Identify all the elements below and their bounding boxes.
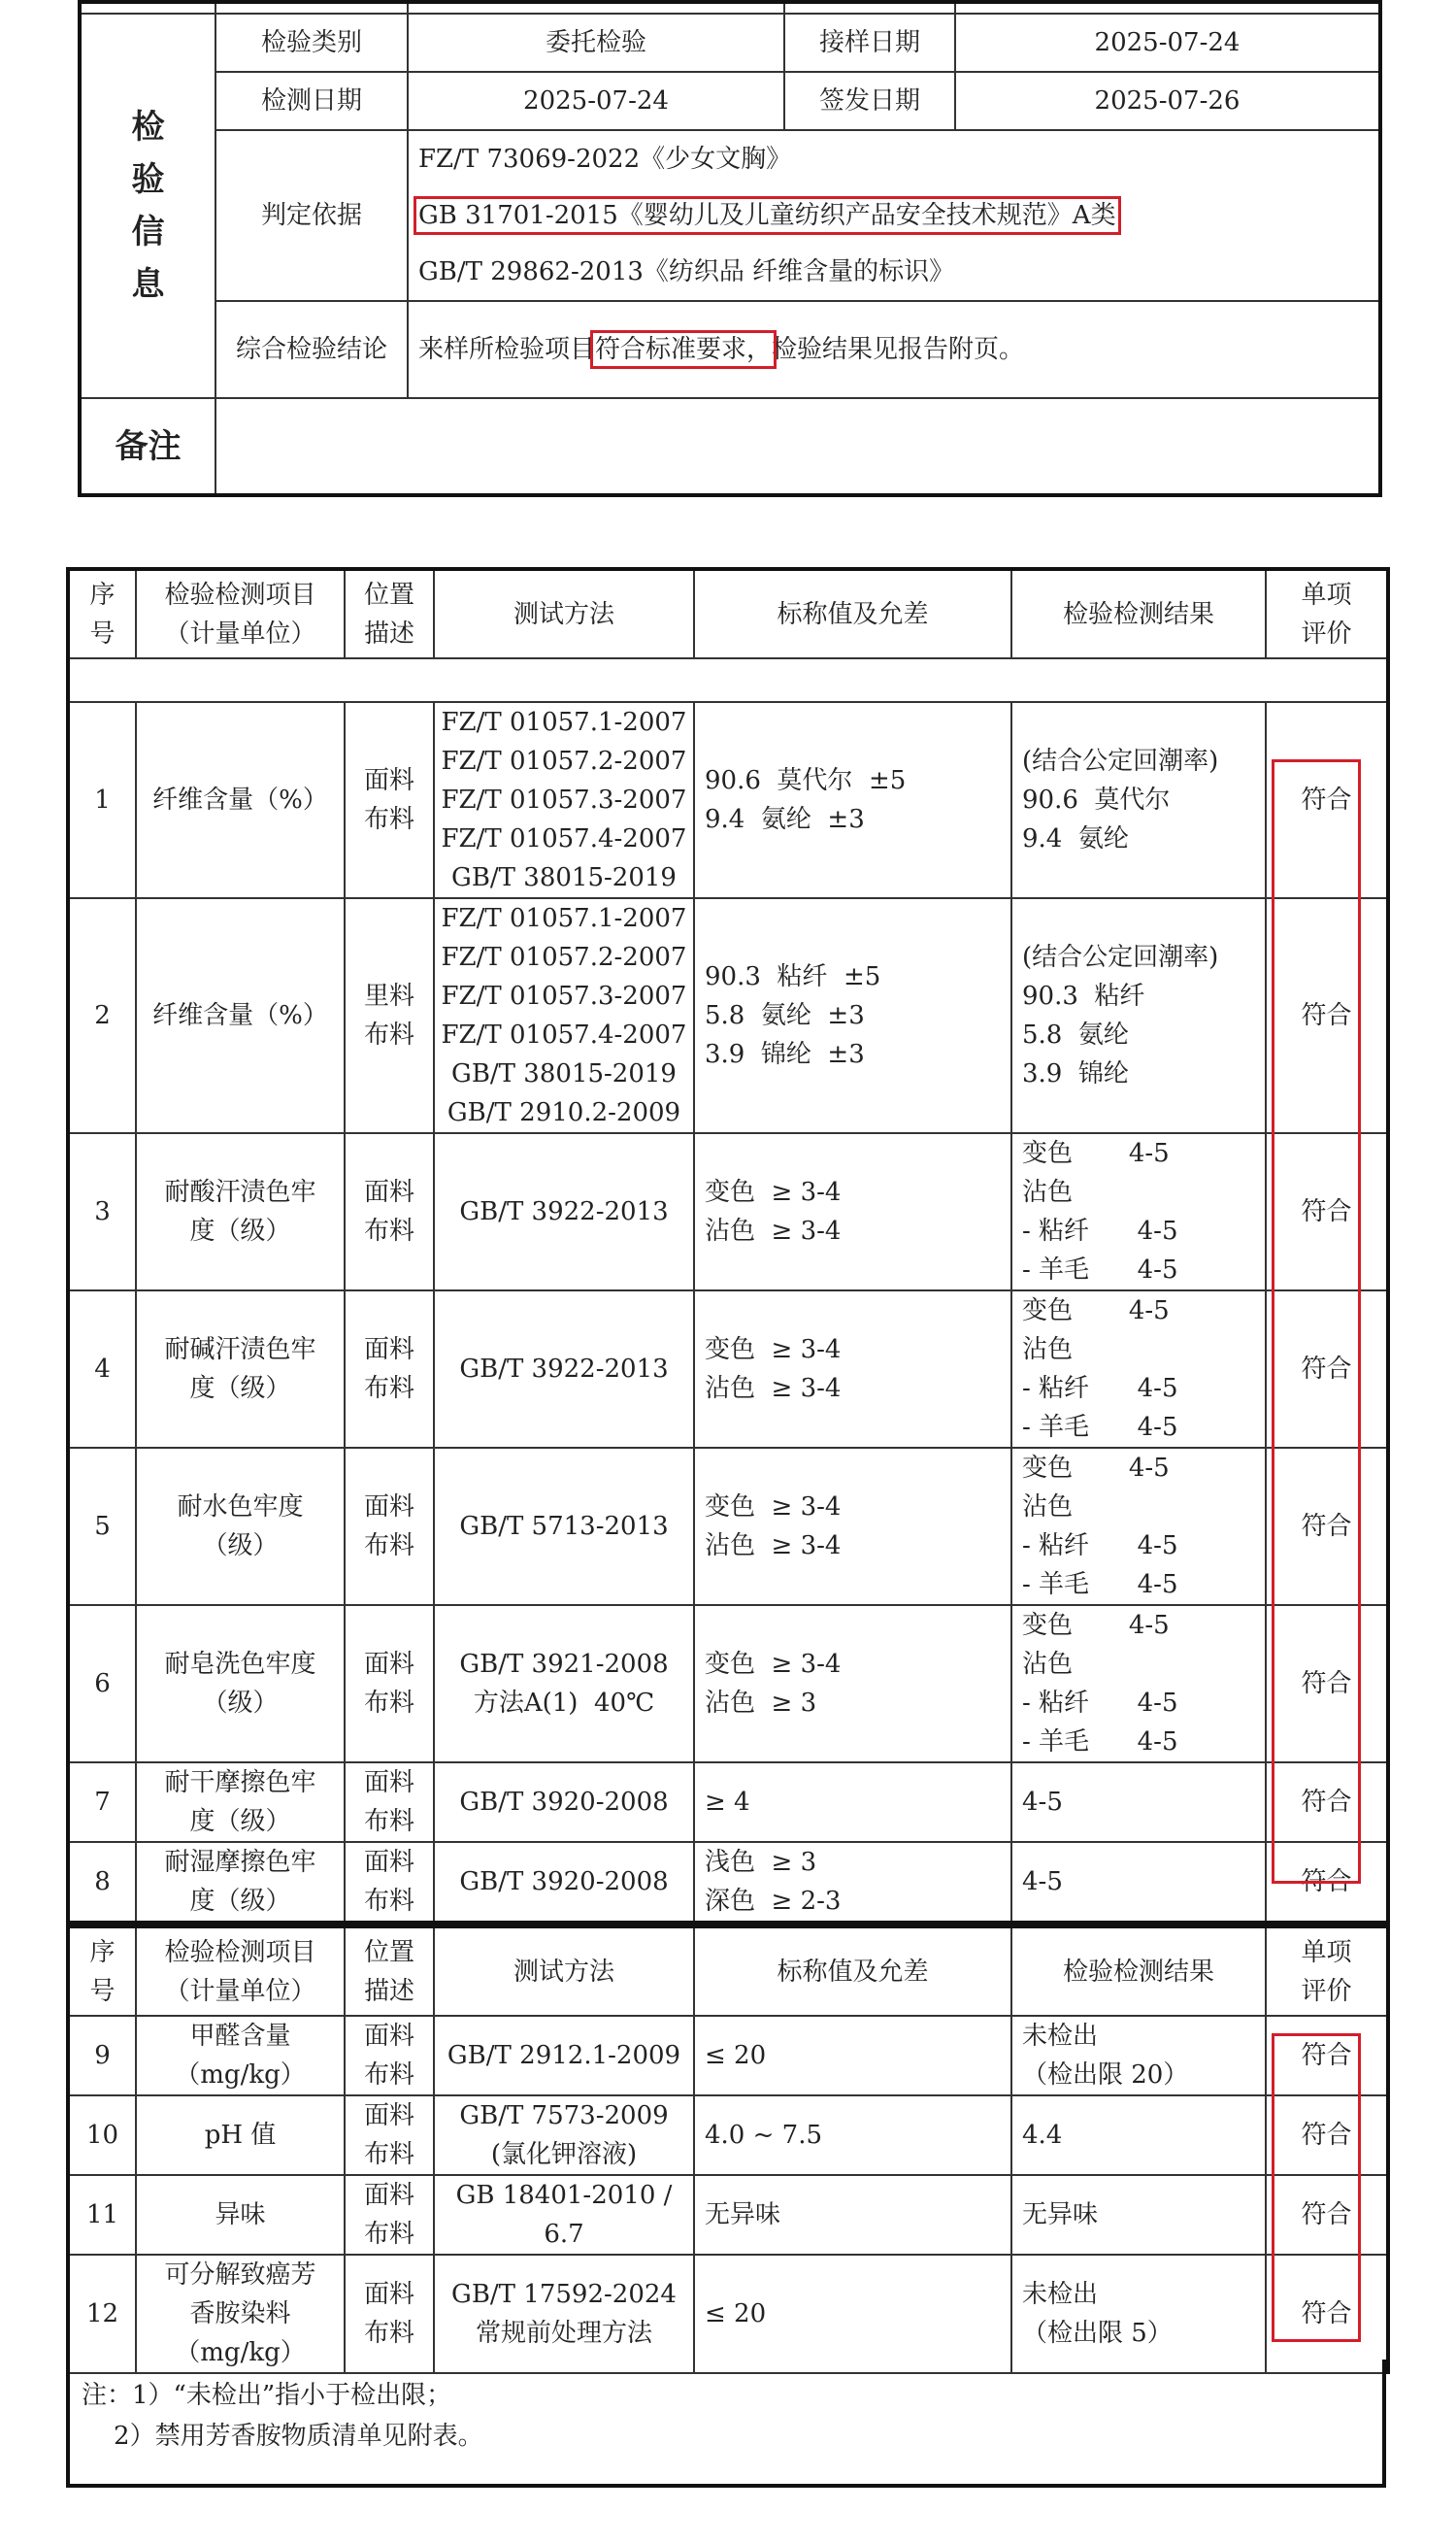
- row-number: 7: [68, 1762, 136, 1842]
- basis-item: FZ/T 73069-2022《少女文胸》: [418, 145, 792, 174]
- inspection-info-table: [78, 0, 1382, 497]
- table-row: [68, 1290, 1388, 1448]
- table-row: [68, 1605, 1388, 1762]
- header-nominal: 标称值及允差: [694, 1926, 1011, 2016]
- header-position: 位置 描述: [345, 569, 434, 658]
- test-method: FZ/T 01057.1-2007 FZ/T 01057.2-2007 FZ/T 01057.3-2007 FZ/T 01057.4-2007 GB/T 38015-2019: [434, 702, 694, 898]
- position: 面料 布料: [345, 2016, 434, 2095]
- test-result: (结合公定回潮率) 90.6 莫代尔 9.4 氨纶: [1011, 702, 1266, 898]
- nominal-value: 90.6 莫代尔 ±5 9.4 氨纶 ±3: [694, 702, 1011, 898]
- test-method: GB/T 17592-2024 常规前处理方法: [434, 2255, 694, 2373]
- test-result: 变色 4-5 沾色 - 粘纤 4-5 - 羊毛 4-5: [1011, 1605, 1266, 1762]
- evaluation: 符合: [1266, 1605, 1388, 1762]
- position: 面料 布料: [345, 2175, 434, 2255]
- category-label: 检验类别: [215, 14, 408, 72]
- conclusion-highlight: 符合标准要求，: [595, 335, 773, 364]
- table-row: [68, 1762, 1388, 1842]
- row-number: 12: [68, 2255, 136, 2373]
- position: 面料 布料: [345, 1605, 434, 1762]
- test-method: GB/T 5713-2013: [434, 1448, 694, 1605]
- header-result: 检验检测结果: [1011, 569, 1266, 658]
- test-method: GB 18401-2010 / 6.7: [434, 2175, 694, 2255]
- test-item: 耐水色牢度 （级）: [136, 1448, 345, 1605]
- header-no: 序 号: [68, 569, 136, 658]
- date-row: [80, 72, 1380, 130]
- row-number: 1: [68, 702, 136, 898]
- test-method: GB/T 3922-2013: [434, 1133, 694, 1290]
- test-date-value: 2025-07-24: [408, 72, 784, 130]
- test-item: 耐酸汗渍色牢 度（级）: [136, 1133, 345, 1290]
- table-row: [68, 1133, 1388, 1290]
- receipt-date-value: 2025-07-24: [955, 14, 1380, 72]
- evaluation: 符合: [1266, 1133, 1388, 1290]
- evaluation: 符合: [1266, 702, 1388, 898]
- nominal-value: 变色 ≥ 3-4 沾色 ≥ 3-4: [694, 1448, 1011, 1605]
- results-table-1: [66, 567, 1390, 1925]
- evaluation: 符合: [1266, 1448, 1388, 1605]
- test-method: GB/T 3920-2008: [434, 1842, 694, 1923]
- receipt-date-label: 接样日期: [784, 14, 955, 72]
- conclusion-row: [80, 301, 1380, 398]
- issue-date-value: 2025-07-26: [955, 72, 1380, 130]
- row-number: 6: [68, 1605, 136, 1762]
- basis-row: [80, 130, 1380, 301]
- test-result: 未检出 （检出限 20）: [1011, 2016, 1266, 2095]
- header-item: 检验检测项目 （计量单位）: [136, 569, 345, 658]
- table-row: [68, 2255, 1388, 2373]
- test-method: GB/T 3920-2008: [434, 1762, 694, 1842]
- note-line: 注：1）“未检出”指小于检出限；: [82, 2381, 452, 2410]
- position: 里料 布料: [345, 898, 434, 1133]
- header-no: 序 号: [68, 1926, 136, 2016]
- test-item: 耐干摩擦色牢 度（级）: [136, 1762, 345, 1842]
- row-number: 9: [68, 2016, 136, 2095]
- row-number: 11: [68, 2175, 136, 2255]
- header-nominal: 标称值及允差: [694, 569, 1011, 658]
- header-result: 检验检测结果: [1011, 1926, 1266, 2016]
- position: 面料 布料: [345, 1842, 434, 1923]
- header-position: 位置 描述: [345, 1926, 434, 2016]
- test-item: 耐皂洗色牢度 （级）: [136, 1605, 345, 1762]
- position: 面料 布料: [345, 2255, 434, 2373]
- nominal-value: 无异味: [694, 2175, 1011, 2255]
- test-result: (结合公定回潮率) 90.3 粘纤 5.8 氨纶 3.9 锦纶: [1011, 898, 1266, 1133]
- position: 面料 布料: [345, 1448, 434, 1605]
- conclusion-label: 综合检验结论: [215, 301, 408, 398]
- row-number: 3: [68, 1133, 136, 1290]
- remarks-value: [215, 398, 1380, 495]
- header-evaluation: 单项 评价: [1266, 1926, 1388, 2016]
- position: 面料 布料: [345, 1290, 434, 1448]
- note-line: 2）禁用芳香胺物质清单见附表。: [82, 2422, 483, 2451]
- nominal-value: 变色 ≥ 3-4 沾色 ≥ 3-4: [694, 1290, 1011, 1448]
- test-item: 纤维含量（%）: [136, 702, 345, 898]
- test-item: 耐湿摩擦色牢 度（级）: [136, 1842, 345, 1923]
- row-number: 8: [68, 1842, 136, 1923]
- test-result: 4-5: [1011, 1762, 1266, 1842]
- test-result: 无异味: [1011, 2175, 1266, 2255]
- test-result: 变色 4-5 沾色 - 粘纤 4-5 - 羊毛 4-5: [1011, 1448, 1266, 1605]
- table-row: [68, 2016, 1388, 2095]
- row-number: 10: [68, 2095, 136, 2175]
- evaluation: 符合: [1266, 2095, 1388, 2175]
- evaluation: 符合: [1266, 2175, 1388, 2255]
- nominal-value: ≥ 4: [694, 1762, 1011, 1842]
- nominal-value: 变色 ≥ 3-4 沾色 ≥ 3-4: [694, 1133, 1011, 1290]
- test-item: 可分解致癌芳 香胺染料 （mg/kg）: [136, 2255, 345, 2373]
- test-method: GB/T 3922-2013: [434, 1290, 694, 1448]
- empty-row: [68, 658, 1388, 702]
- conclusion-text: 来样所检验项目符合标准要求，检验结果见报告附页。: [408, 301, 1380, 398]
- basis-list: [408, 130, 1380, 301]
- test-method: FZ/T 01057.1-2007 FZ/T 01057.2-2007 FZ/T 01057.3-2007 FZ/T 01057.4-2007 GB/T 38015-2019 GB/T 2910.2-2009: [434, 898, 694, 1133]
- test-method: GB/T 2912.1-2009: [434, 2016, 694, 2095]
- header-evaluation: 单项 评价: [1266, 569, 1388, 658]
- nominal-value: 浅色 ≥ 3 深色 ≥ 2-3: [694, 1842, 1011, 1923]
- evaluation: 符合: [1266, 1762, 1388, 1842]
- header-method: 测试方法: [434, 1926, 694, 2016]
- test-item: 耐碱汗渍色牢 度（级）: [136, 1290, 345, 1448]
- evaluation: 符合: [1266, 898, 1388, 1133]
- category-value: 委托检验: [408, 14, 784, 72]
- row-number: 4: [68, 1290, 136, 1448]
- test-item: 纤维含量（%）: [136, 898, 345, 1133]
- remarks-row: [80, 398, 1380, 495]
- header-item: 检验检测项目 （计量单位）: [136, 1926, 345, 2016]
- evaluation: 符合: [1266, 1842, 1388, 1923]
- nominal-value: 变色 ≥ 3-4 沾色 ≥ 3: [694, 1605, 1011, 1762]
- nominal-value: ≤ 20: [694, 2255, 1011, 2373]
- test-result: 4-5: [1011, 1842, 1266, 1923]
- test-result: 未检出 （检出限 5）: [1011, 2255, 1266, 2373]
- position: 面料 布料: [345, 1133, 434, 1290]
- test-method: GB/T 7573-2009 (氯化钾溶液): [434, 2095, 694, 2175]
- test-result: 变色 4-5 沾色 - 粘纤 4-5 - 羊毛 4-5: [1011, 1290, 1266, 1448]
- nominal-value: ≤ 20: [694, 2016, 1011, 2095]
- basis-item-highlighted: GB 31701-2015《婴幼儿及儿童纺织产品安全技术规范》A类: [418, 201, 1116, 230]
- test-item: pH 值: [136, 2095, 345, 2175]
- category-row: [80, 14, 1380, 72]
- evaluation-highlight-box-2: [1272, 2033, 1361, 2342]
- evaluation: 符合: [1266, 2255, 1388, 2373]
- test-method: GB/T 3921-2008 方法A(1) 40℃: [434, 1605, 694, 1762]
- position: 面料 布料: [345, 1762, 434, 1842]
- table-row: [68, 1842, 1388, 1923]
- table-row: [68, 1448, 1388, 1605]
- table-row: [68, 702, 1388, 898]
- nominal-value: 90.3 粘纤 ±5 5.8 氨纶 ±3 3.9 锦纶 ±3: [694, 898, 1011, 1133]
- evaluation: 符合: [1266, 2016, 1388, 2095]
- position: 面料 布料: [345, 702, 434, 898]
- evaluation-highlight-box-1: [1272, 759, 1361, 1884]
- basis-label: 判定依据: [215, 130, 408, 301]
- table-row: [68, 898, 1388, 1133]
- section-label: 检 验 信 息: [80, 14, 215, 398]
- issue-date-label: 签发日期: [784, 72, 955, 130]
- table-row: [68, 2095, 1388, 2175]
- position: 面料 布料: [345, 2095, 434, 2175]
- nominal-value: 4.0 ~ 7.5: [694, 2095, 1011, 2175]
- test-item: 异味: [136, 2175, 345, 2255]
- table-header-row: [68, 569, 1388, 658]
- header-method: 测试方法: [434, 569, 694, 658]
- remarks-label: 备注: [80, 398, 215, 495]
- basis-item: GB/T 29862-2013《纺织品 纤维含量的标识》: [418, 257, 955, 286]
- table-header-row: [68, 1926, 1388, 2016]
- results-table-2: [66, 1925, 1390, 2374]
- table-row: [68, 2175, 1388, 2255]
- row-number: 2: [68, 898, 136, 1133]
- top-spacer-row: [80, 2, 1380, 14]
- row-number: 5: [68, 1448, 136, 1605]
- test-item: 甲醛含量 （mg/kg）: [136, 2016, 345, 2095]
- test-result: 变色 4-5 沾色 - 粘纤 4-5 - 羊毛 4-5: [1011, 1133, 1266, 1290]
- test-date-label: 检测日期: [215, 72, 408, 130]
- test-result: 4.4: [1011, 2095, 1266, 2175]
- notes: [66, 2360, 1386, 2488]
- evaluation: 符合: [1266, 1290, 1388, 1448]
